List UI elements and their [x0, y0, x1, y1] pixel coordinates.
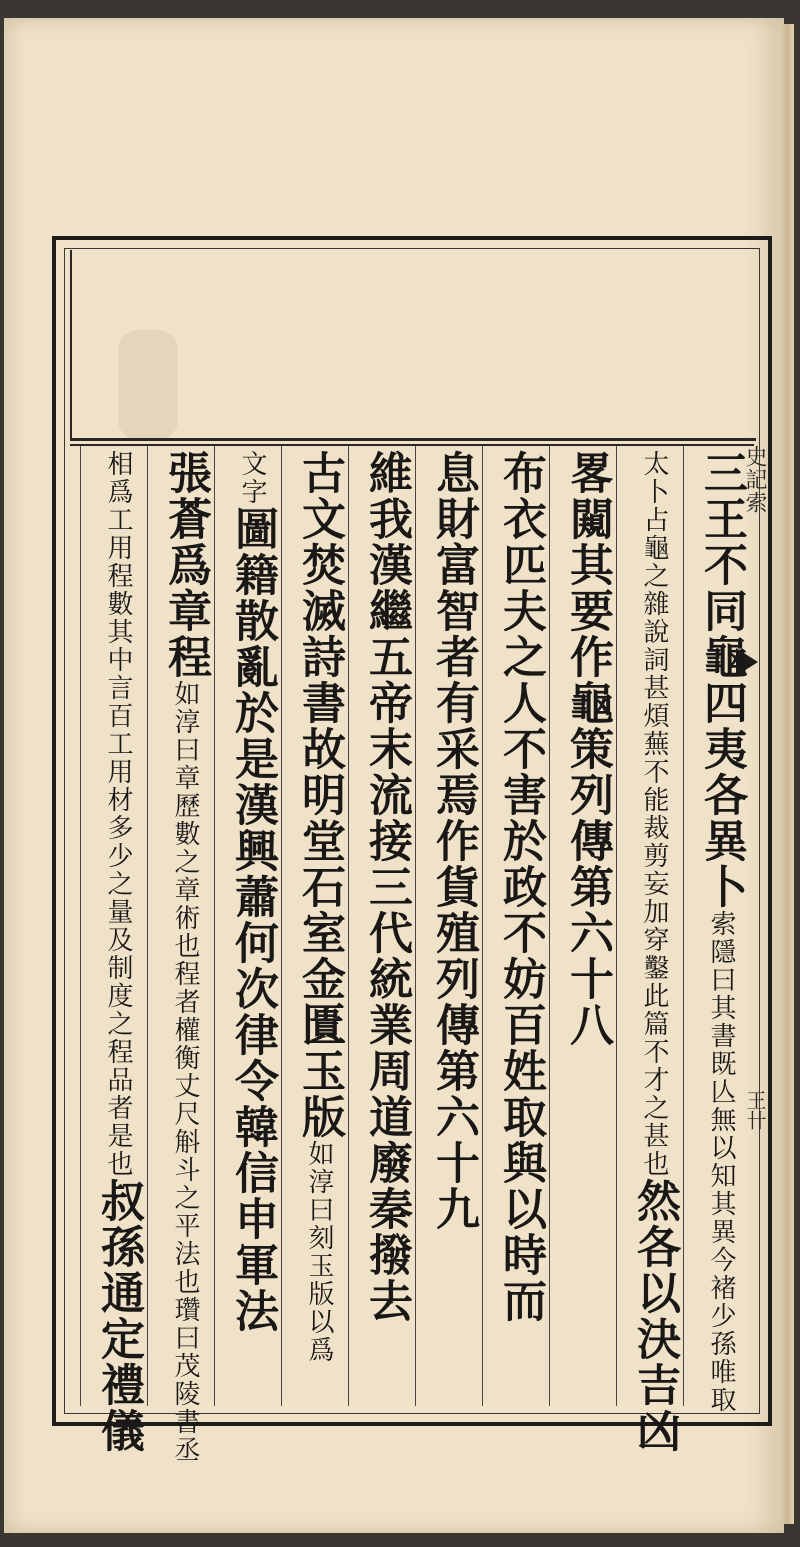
page-edge — [782, 24, 794, 1524]
main-text-segment: 維我漢繼五帝末流接三代統業周道廢秦撥去 — [361, 450, 412, 1324]
commentary-segment: 太卜占龜之雜說詞甚煩蕪不能裁剪妄加穿鑿此篇不才之甚也 — [639, 450, 669, 1178]
main-text-segment: 古文焚滅詩書故明堂石室金匱玉版 — [294, 450, 345, 1140]
main-text-segment: 布衣匹夫之人不害於政不妨百姓取與以時而 — [495, 450, 546, 1324]
text-body — [70, 444, 754, 1464]
text-column-10 — [80, 446, 148, 1454]
column-text — [215, 450, 282, 1334]
text-column-3 — [549, 446, 617, 1406]
main-text-segment: 叔孫通定禮儀 — [93, 1178, 144, 1454]
column-text — [550, 450, 617, 1048]
commentary-segment: 如淳曰章歷數之章術也程者權衡丈尺斛斗之平法也瓚曰茂陵書丞 — [170, 680, 200, 1464]
text-column-8 — [214, 446, 282, 1406]
text-column-2 — [616, 446, 684, 1454]
text-column-9 — [147, 446, 215, 1464]
text-column-5 — [415, 446, 483, 1406]
text-column-4 — [482, 446, 550, 1406]
center-margin-title: 史記索 — [742, 445, 767, 514]
text-column-6 — [348, 446, 416, 1406]
main-text-segment: 息財富智者有采焉作貨殖列傳第六十九 — [428, 450, 479, 1232]
center-margin-fold-mark: 王卄 — [743, 1090, 767, 1130]
column-text — [282, 450, 349, 1364]
main-text-segment: 三王不同龜四夷各異卜 — [696, 450, 747, 910]
commentary-segment: 索隱曰其書既亾無以知其異今褚少孫唯取 — [706, 910, 736, 1414]
main-text-segment: 張蒼爲章程 — [160, 450, 211, 680]
upper-margin-box — [70, 250, 756, 441]
column-text — [684, 450, 751, 1414]
column-text — [349, 450, 416, 1324]
column-text — [148, 450, 215, 1464]
column-text — [416, 450, 483, 1232]
main-text-segment: 畧闚其要作龜策列傳第六十八 — [562, 450, 613, 1048]
commentary-segment: 如淳曰刻玉版以爲 — [304, 1140, 334, 1364]
text-column-1 — [683, 446, 751, 1414]
commentary-segment: 相爲工用程數其中言百工用材多少之量及制度之程品者是也 — [103, 450, 133, 1178]
main-text-segment: 然各以決吉凶 — [629, 1178, 680, 1454]
commentary-segment: 文字 — [237, 450, 267, 506]
text-column-7 — [281, 446, 349, 1406]
column-text — [617, 450, 684, 1454]
column-text — [483, 450, 550, 1324]
column-text — [81, 450, 148, 1454]
main-text-segment: 圖籍散亂於是漢興蕭何次律令韓信申軍法 — [227, 506, 278, 1334]
